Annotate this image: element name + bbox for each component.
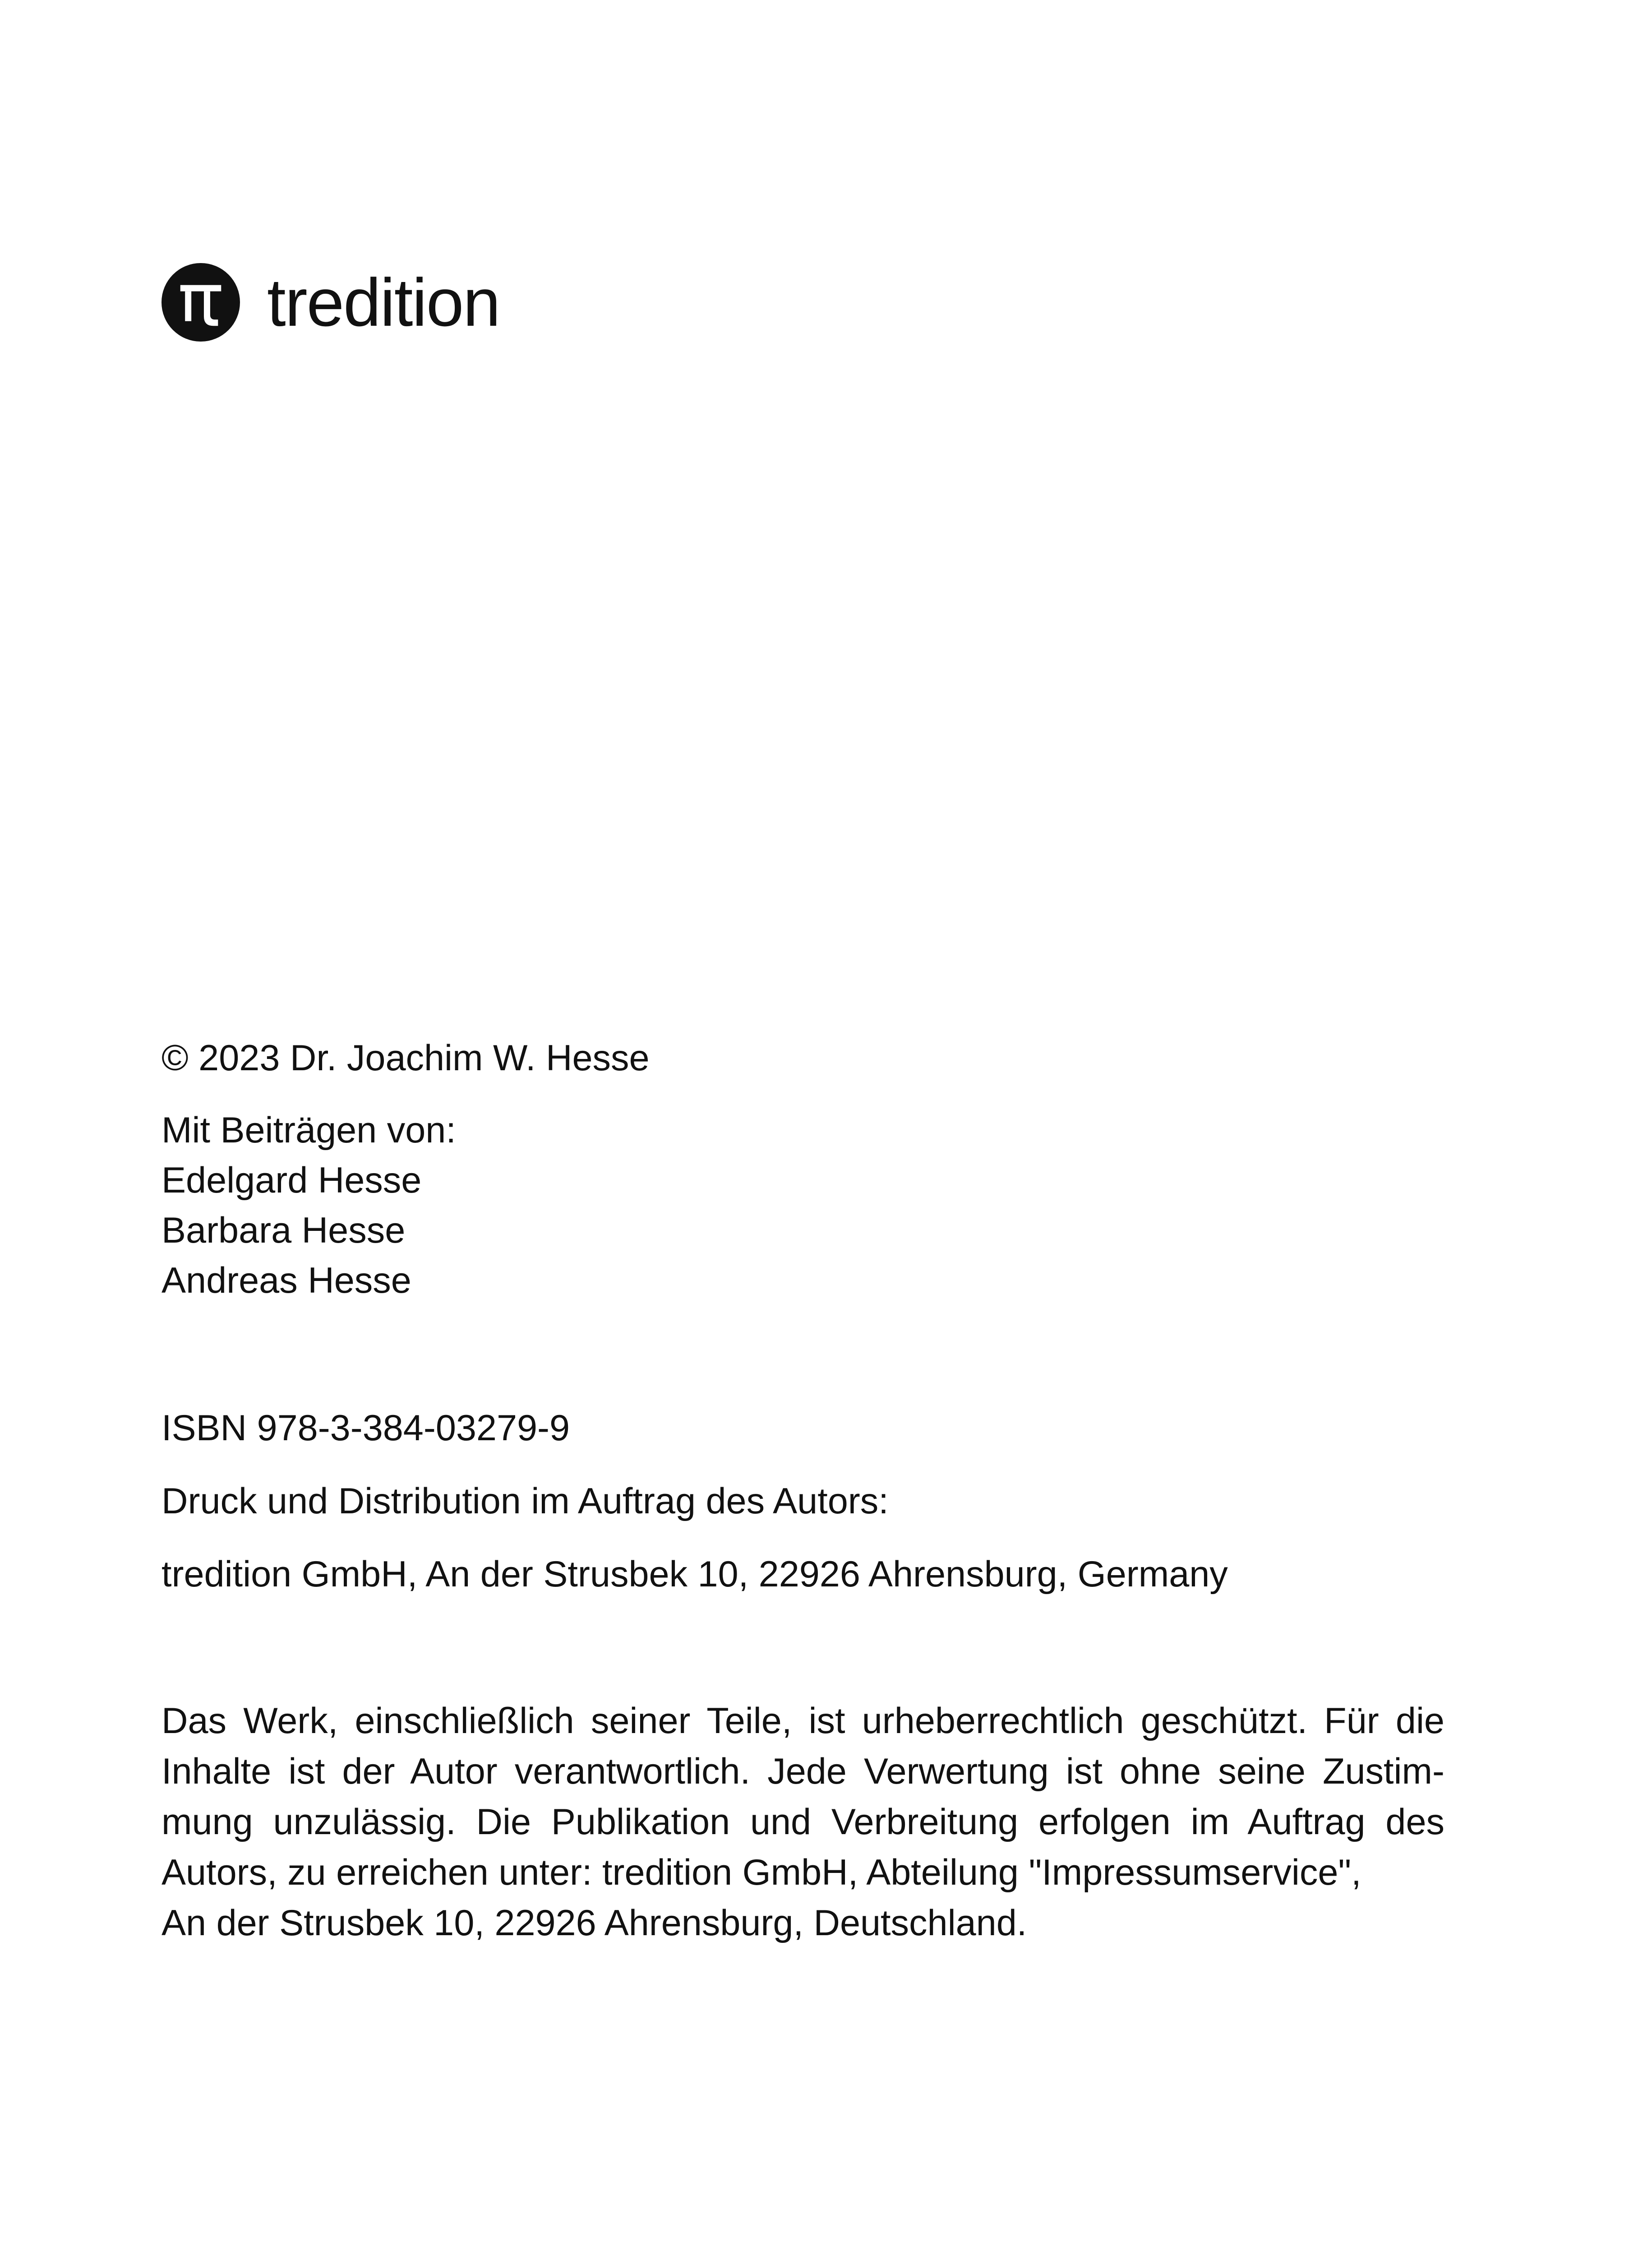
contributor-name: Andreas Hesse	[162, 1260, 411, 1301]
logo-wordmark: tredition	[267, 264, 500, 340]
legal-line: Das Werk, einschließlich seiner Teile, ist urheberrechtlich geschützt. Für die	[162, 1701, 1444, 1741]
contributor-name: Edelgard Hesse	[162, 1160, 422, 1201]
legal-line: An der Strusbek 10, 22926 Ahrensburg, Deutschland.	[162, 1903, 1027, 1943]
legal-line: mung unzulässig. Die Publikation und Verbreitung erfolgen im Auftrag des	[162, 1802, 1444, 1842]
legal-line: Inhalte ist der Autor verantwortlich. Jede Verwertung ist ohne seine Zustim-	[162, 1751, 1444, 1792]
distribution-address: tredition GmbH, An der Strusbek 10, 22926 Ahrensburg, Germany	[162, 1554, 1228, 1595]
contributors-block	[162, 1105, 456, 1306]
publisher-logo	[162, 262, 500, 343]
contributors-heading: Mit Beiträgen von:	[162, 1110, 456, 1151]
isbn-line: ISBN 978-3-384-03279-9	[162, 1408, 570, 1448]
legal-notice	[162, 1696, 1444, 1948]
copyright-line: © 2023 Dr. Joachim W. Hesse	[162, 1038, 650, 1078]
contributor-name: Barbara Hesse	[162, 1210, 406, 1251]
distribution-heading: Druck und Distribution im Auftrag des Autors:	[162, 1481, 889, 1521]
tredition-logo-icon	[162, 263, 240, 342]
legal-line: Autors, zu erreichen unter: tredition GmbH, Abteilung "Impressumservice",	[162, 1852, 1361, 1893]
